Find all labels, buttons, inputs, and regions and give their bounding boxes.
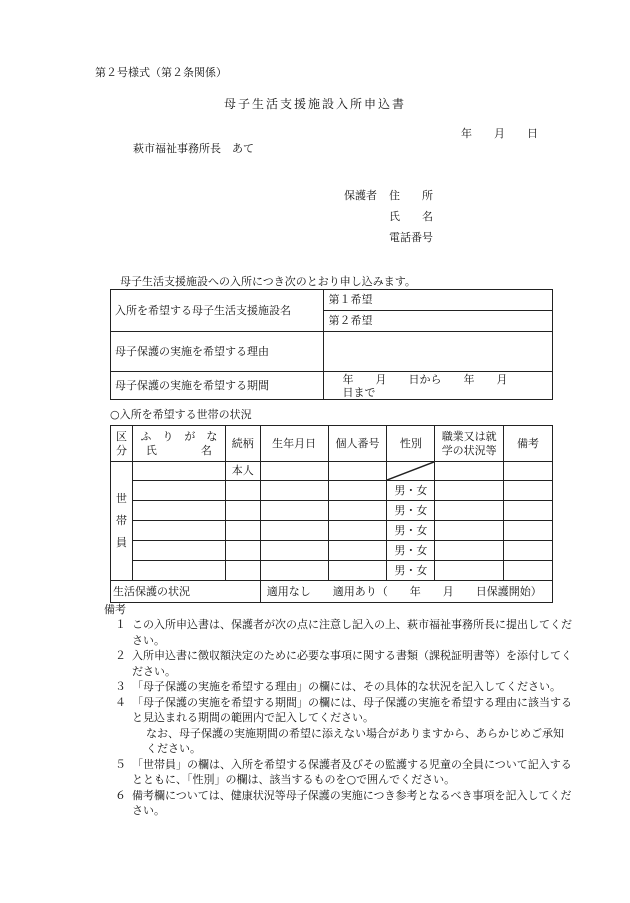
member-relation-cell[interactable] [225,501,260,521]
header-category: 区分 [111,426,133,462]
header-relation: 続柄 [225,426,260,462]
guardian-phone-label: 電話番号 [389,231,433,244]
header-birthdate: 生年月日 [260,426,328,462]
member-birthdate-cell[interactable] [260,481,328,501]
member-birthdate-cell[interactable] [260,561,328,581]
member-remarks-cell[interactable] [504,561,553,581]
guardian-address-label: 住 所 [389,189,433,202]
notes-title: 備考 [104,603,126,616]
notes-list [104,617,574,819]
member-occupation-cell[interactable] [435,501,504,521]
header-personal-number: 個人番号 [328,426,387,462]
member-sex-option[interactable]: 男・女 [387,541,435,561]
member-sex-option[interactable]: 男・女 [387,481,435,501]
note-item: ５ 「世帯員」の欄は、入所を希望する保護者及びその監護する児童の全員について記入するとともに、「性別」の欄は、該当するものを○で囲んでください。 [115,757,572,786]
member-remarks-cell[interactable] [504,541,553,561]
guardian-name-label: 氏 名 [389,210,433,223]
note-item: なお、母子保護の実施期間の希望に添えない場合がありますから、あらかじめご承知ください。 [146,726,564,755]
note-item: ６ 備考欄については、健康状況等母子保護の実施につき参考となるべき事項を記入してください。 [115,788,572,817]
second-choice-label: 第２希望 [328,314,373,328]
member-relation-cell[interactable] [225,521,260,541]
household-table [110,425,553,603]
period-line-2: 日まで [342,385,376,399]
member-birthdate-cell[interactable] [260,462,328,481]
member-occupation-cell[interactable] [435,462,504,481]
member-relation-cell[interactable] [225,561,260,581]
member-birthdate-cell[interactable] [260,521,328,541]
member-sex-option[interactable]: 男・女 [387,501,435,521]
application-table [110,289,553,400]
welfare-label: 生活保護の状況 [111,581,261,603]
member-remarks-cell[interactable] [504,521,553,541]
member-remarks-cell[interactable] [504,501,553,521]
period-line-1: 年 月 日から 年 月 [342,372,508,386]
member-remarks-cell[interactable] [504,462,553,481]
member-sex-option[interactable]: 男・女 [387,521,435,541]
header-name [132,426,225,462]
member-label: 世帯員 [111,462,133,581]
member-number-cell[interactable] [328,561,387,581]
header-furigana: ふ り が な [140,429,218,443]
period-field[interactable] [324,372,553,400]
date-line: 年 月 日 [461,127,538,140]
reason-field[interactable] [324,332,553,372]
header-sex: 性別 [387,426,435,462]
member-name-cell[interactable] [132,521,225,541]
header-kanji-name: 氏 名 [145,443,212,457]
note-item: ３ 「母子保護の実施を希望する理由」の欄には、その具体的な状況を記入してください。 [115,680,561,693]
member-birthdate-cell[interactable] [260,501,328,521]
first-choice-field[interactable] [324,290,553,311]
member-occupation-cell[interactable] [435,541,504,561]
member-name-cell[interactable] [132,481,225,501]
guardian-label: 保護者 [344,189,377,202]
header-remarks: 備考 [504,426,553,462]
form-number: 第２号様式（第２条関係） [95,66,227,79]
member-occupation-cell[interactable] [435,561,504,581]
note-item: ４ 「母子保護の実施を希望する期間」の欄には、母子保護の実施を希望する理由に該当すると見込まれる期間の範囲内で記入してください。 [115,695,572,724]
note-item: １ この入所申込書は、保護者が次の点に注意し記入の上、萩市福祉事務所長に提出してください。 [115,618,572,647]
household-section-title: ○入所を希望する世帯の状況 [110,408,252,421]
header-occupation: 職業又は就学の状況等 [435,426,504,462]
member-birthdate-cell[interactable] [260,541,328,561]
member-name-cell[interactable] [132,462,225,481]
member-remarks-cell[interactable] [504,481,553,501]
member-relation-cell[interactable] [225,481,260,501]
member-name-cell[interactable] [132,501,225,521]
member-relation-cell[interactable] [225,541,260,561]
member-sex-option[interactable]: 男・女 [387,561,435,581]
member-number-cell[interactable] [328,501,387,521]
member-number-cell[interactable] [328,521,387,541]
addressee: 萩市福祉事務所長 あて [133,142,254,155]
member-number-cell[interactable] [328,541,387,561]
self-relation: 本人 [225,462,260,481]
period-label: 母子保護の実施を希望する期間 [111,372,324,400]
intro-text: 母子生活支援施設への入所につき次のとおり申し込みます。 [120,275,416,288]
member-number-cell[interactable] [328,462,387,481]
member-name-cell[interactable] [132,541,225,561]
second-choice-field[interactable] [324,311,553,332]
member-name-cell[interactable] [132,561,225,581]
self-sex-cell-diagonal [387,462,435,481]
note-item: ２ 入所申込書に徴収額決定のために必要な事項に関する書類（課税証明書等）を添付してください。 [115,649,572,678]
member-occupation-cell[interactable] [435,481,504,501]
reason-label: 母子保護の実施を希望する理由 [111,332,324,372]
welfare-status[interactable]: 適用なし 適用あり（ 年 月 日保護開始） [260,581,552,603]
first-choice-label: 第１希望 [328,293,373,307]
page-title: 母子生活支援施設入所申込書 [223,97,406,111]
member-occupation-cell[interactable] [435,521,504,541]
facility-label: 入所を希望する母子生活支援施設名 [111,290,324,332]
member-number-cell[interactable] [328,481,387,501]
